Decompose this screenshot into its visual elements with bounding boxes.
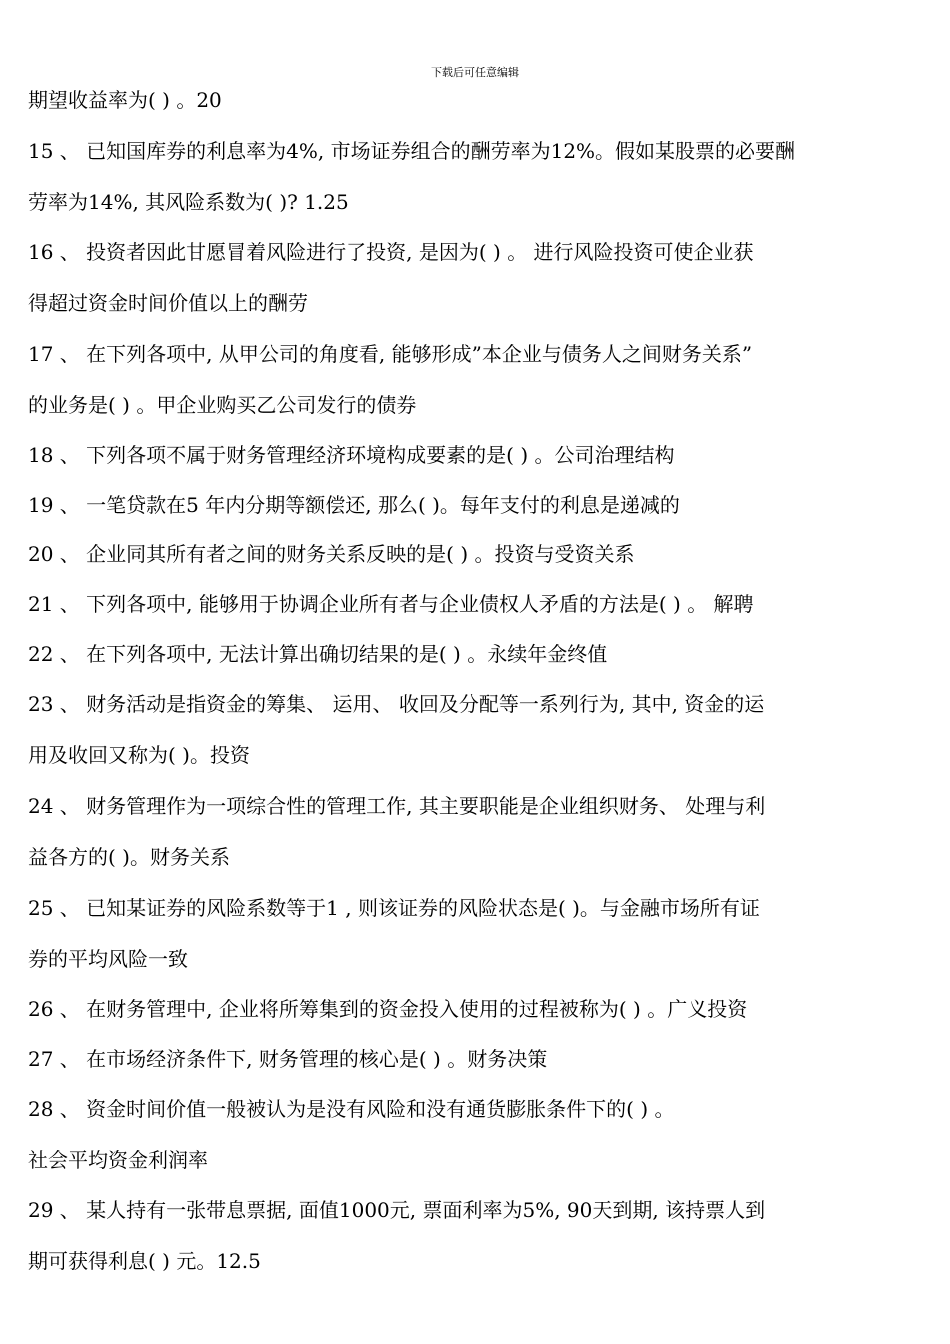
text-line: 的业务是( ) 。甲企业购买乙公司发行的债券	[28, 393, 417, 417]
text-line: 17 、 在下列各项中, 从甲公司的角度看, 能够形成”本企业与债务人之间财务关系”	[28, 342, 753, 366]
text-line: 18 、 下列各项不属于财务管理经济环境构成要素的是( ) 。公司治理结构	[28, 443, 675, 467]
text-line: 21 、 下列各项中, 能够用于协调企业所有者与企业债权人矛盾的方法是( ) 。 解聘	[28, 592, 754, 616]
text-line: 27 、 在市场经济条件下, 财务管理的核心是( ) 。财务决策	[28, 1047, 548, 1071]
text-line: 16 、 投资者因此甘愿冒着风险进行了投资, 是因为( ) 。 进行风险投资可使企业获	[28, 240, 754, 264]
text-line: 15 、 已知国库券的利息率为4%, 市场证券组合的酬劳率为12%。假如某股票的必要酬	[28, 139, 796, 163]
text-line: 23 、 财务活动是指资金的筹集、 运用、 收回及分配等一系列行为, 其中, 资金的运	[28, 692, 765, 716]
text-line: 26 、 在财务管理中, 企业将所筹集到的资金投入使用的过程被称为( ) 。广义投资	[28, 997, 748, 1021]
text-line: 29 、 某人持有一张带息票据, 面值1000元, 票面利率为5%, 90天到期, 该持票人到	[28, 1198, 766, 1222]
text-line: 19 、 一笔贷款在5 年内分期等额偿还, 那么( )。每年支付的利息是递减的	[28, 493, 680, 517]
text-line: 劳率为14%, 其风险系数为( )? 1.25	[28, 190, 349, 214]
text-line: 券的平均风险一致	[28, 947, 188, 971]
text-line: 期可获得利息( ) 元。12.5	[28, 1249, 261, 1273]
text-line: 28 、 资金时间价值一般被认为是没有风险和没有通货膨胀条件下的( ) 。	[28, 1097, 675, 1121]
text-line: 用及收回又称为( )。投资	[28, 743, 250, 767]
text-line: 22 、 在下列各项中, 无法计算出确切结果的是( ) 。永续年金终值	[28, 642, 608, 666]
text-line: 20 、 企业同其所有者之间的财务关系反映的是( ) 。投资与受资关系	[28, 542, 635, 566]
page-header-note: 下载后可任意编辑	[431, 66, 519, 79]
text-line: 社会平均资金利润率	[28, 1148, 208, 1172]
text-line: 益各方的( )。财务关系	[28, 845, 230, 869]
text-line: 期望收益率为( ) 。20	[28, 88, 222, 112]
text-line: 24 、 财务管理作为一项综合性的管理工作, 其主要职能是企业组织财务、 处理与利	[28, 794, 766, 818]
text-line: 25 、 已知某证券的风险系数等于1 , 则该证券的风险状态是( )。与金融市场所有证	[28, 896, 760, 920]
text-line: 得超过资金时间价值以上的酬劳	[28, 291, 308, 315]
